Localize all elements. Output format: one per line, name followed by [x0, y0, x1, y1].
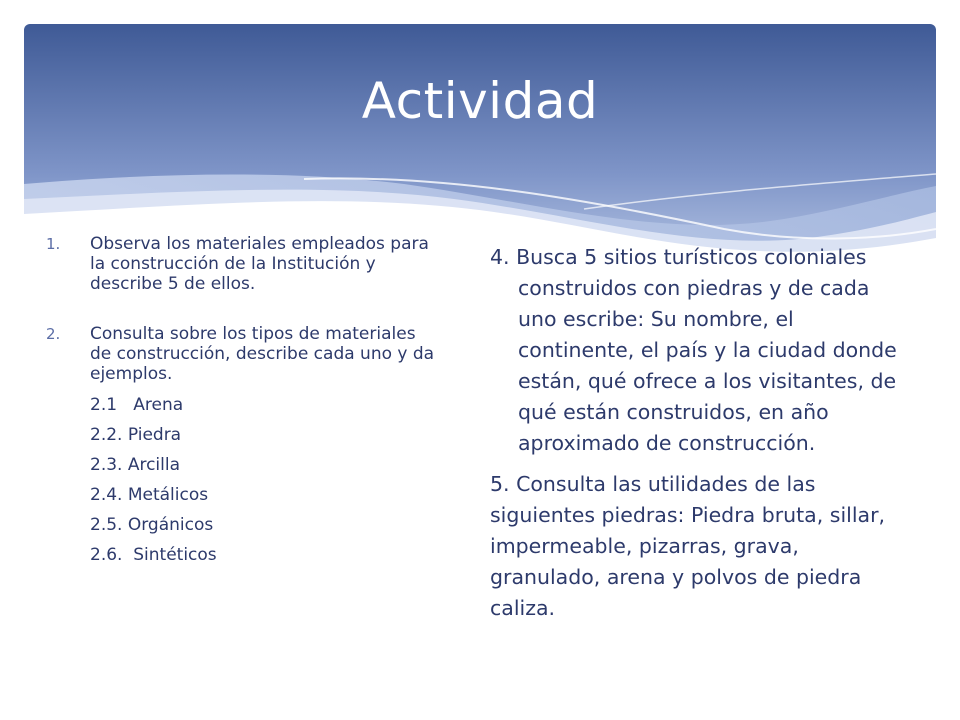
page-title: Actividad	[361, 72, 599, 130]
subitem: 2.2. Piedra	[90, 425, 182, 445]
subitem: 2.5. Orgánicos	[90, 515, 214, 535]
list-number: 1.	[46, 235, 61, 253]
subitem: 2.6. Sintéticos	[90, 545, 217, 565]
list-number: 2.	[46, 325, 61, 343]
activity-item-4: 4. Busca 5 sitios turísticos coloniales construidos con piedras y de cada uno escribe: Su nombre, el continente, el país y la ciudad donde están, qué ofrece a los visitantes, de qué están construidos, en año aproximado de construcción.	[490, 245, 897, 455]
right-column	[490, 242, 910, 624]
left-column	[46, 234, 436, 570]
list-text: Observa los materiales empleados para la construcción de la Institución y describe 5 de ellos.	[90, 234, 429, 294]
subitem: 2.1 Arena	[90, 395, 184, 415]
list-text: Consulta sobre los tipos de materiales de construcción, describe cada uno y da ejemplos.	[90, 324, 435, 384]
subitem-list	[90, 390, 436, 570]
subitem: 2.4. Metálicos	[90, 485, 209, 505]
list-item	[46, 234, 436, 294]
activity-item-5: 5. Consulta las utilidades de las siguientes piedras: Piedra bruta, sillar, impermeable, pizarras, grava, granulado, arena y polvos de piedra caliza.	[490, 472, 886, 620]
subitem: 2.3. Arcilla	[90, 455, 181, 475]
list-item	[46, 324, 436, 384]
